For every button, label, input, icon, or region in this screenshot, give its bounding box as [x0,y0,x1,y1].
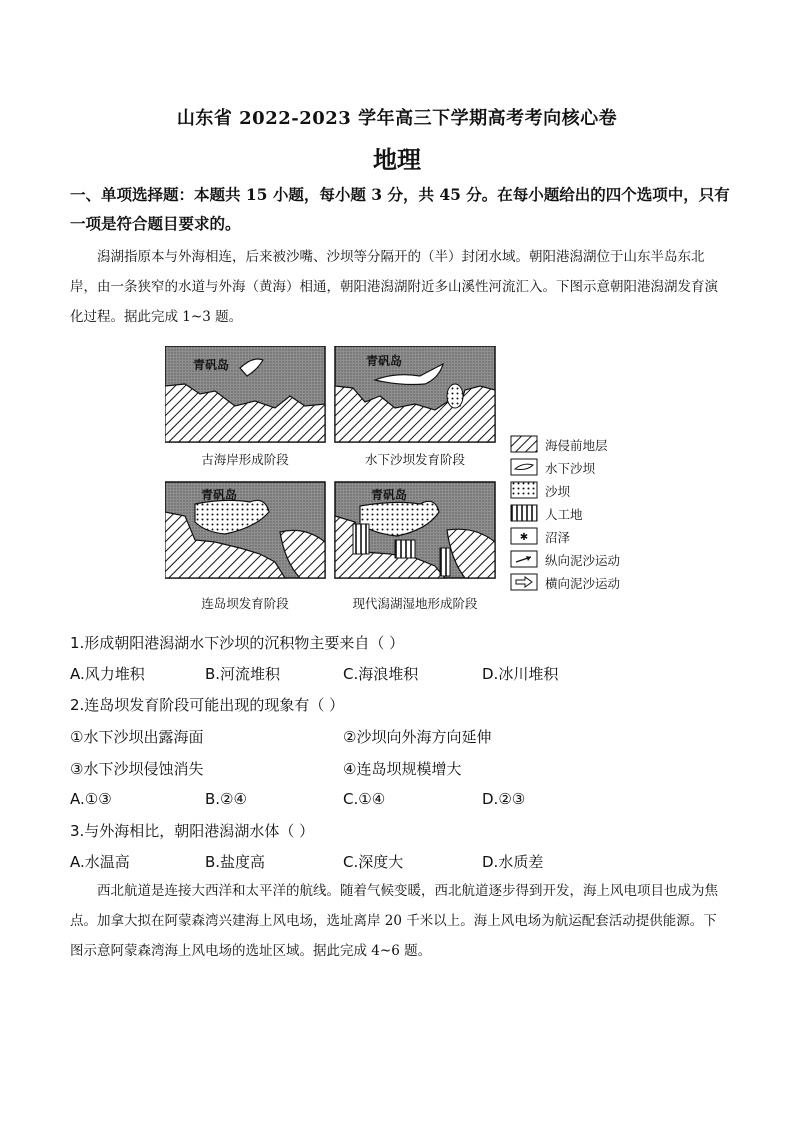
exam-title: 山东省 2022-2023 学年高三下学期高考考向核心卷 [176,108,618,129]
legend-item: 横向泥沙运动 [545,576,621,591]
question-3-stem: 3.与外海相比，朝阳港潟湖水体（ ） [70,822,315,840]
passage-2: 西北航道是连接大西洋和太平洋的航线。随着气候变暖，西北航道逐步得到开发，海上风电项目也成为焦点。加拿大拟在阿蒙森湾兴建海上风电场，选址离岸 20 千米以上。海上风电场为航运配套活动提供能源。下图示意阿蒙森湾海上风电场的选址区域。据此完成 4~6 题。 [70,883,718,959]
legend-item: 沼泽 [545,530,571,545]
passage-1: 潟湖指原本与外海相连，后来被沙嘴、沙坝等分隔开的（半）封闭水域。朝阳港潟湖位于山东半岛东北岸，由一条狭窄的水道与外海（黄海）相通，朝阳港潟湖附近多山溪性河流汇入。下图示意朝阳港潟湖发育演化过程。据此完成 1~3 题。 [70,249,718,325]
q3-option-b: B.盐度高 [205,853,266,871]
question-1-stem: 1.形成朝阳港潟湖水下沙坝的沉积物主要来自（ ） [70,634,405,652]
question-2-stem: 2.连岛坝发育阶段可能出现的现象有（ ） [70,696,345,714]
q2-statement-3: ③水下沙坝侵蚀消失 [70,760,204,778]
q3-option-c: C.深度大 [343,853,404,871]
legend-swatches [511,436,537,590]
panel-modern-wetland [335,482,495,578]
q1-option-b: B.河流堆积 [205,665,281,683]
panel-ancient-coast [165,346,325,442]
q2-option-b: B.②④ [205,790,247,808]
q1-option-c: C.海浪堆积 [343,665,419,683]
panel-caption: 现代潟湖湿地形成阶段 [352,596,478,611]
q1-option-d: D.冰川堆积 [482,665,559,683]
q2-statement-4: ④连岛坝规模增大 [343,760,462,778]
q2-statement-2: ②沙坝向外海方向延伸 [343,728,492,746]
island-label: 青矾岛 [366,354,403,368]
legend-item: 沙坝 [545,484,571,499]
panel-caption: 水下沙坝发育阶段 [364,452,465,467]
island-label: 青矾岛 [201,488,238,502]
section-heading: 一、单项选择题：本题共 15 小题，每小题 3 分，共 45 分。在每小题给出的四个选项中，只有一项是符合题目要求的。 [70,185,730,233]
q2-option-d: D.②③ [482,790,526,808]
legend-item: 海侵前地层 [545,438,608,453]
q2-option-c: C.①④ [343,790,386,808]
legend-item: 水下沙坝 [545,461,596,476]
legend-item: 人工地 [545,507,583,522]
legend-item: 纵向泥沙运动 [545,553,621,568]
svg-text:✱: ✱ [519,532,529,543]
q3-option-d: D.水质差 [482,853,544,871]
subject-title: 地理 [373,145,421,174]
panel-caption: 古海岸形成阶段 [201,452,289,467]
panel-underwater-bar [335,346,495,442]
q1-option-a: A.风力堆积 [70,665,145,683]
q2-statement-1: ①水下沙坝出露海面 [70,728,204,746]
island-label: 青矾岛 [193,358,230,372]
panel-caption: 连岛坝发育阶段 [201,596,289,611]
panel-tombolo [165,482,325,578]
q2-option-a: A.①③ [70,790,112,808]
q3-option-a: A.水温高 [70,853,130,871]
island-label: 青矾岛 [371,488,408,502]
lagoon-evolution-figure [165,346,635,614]
